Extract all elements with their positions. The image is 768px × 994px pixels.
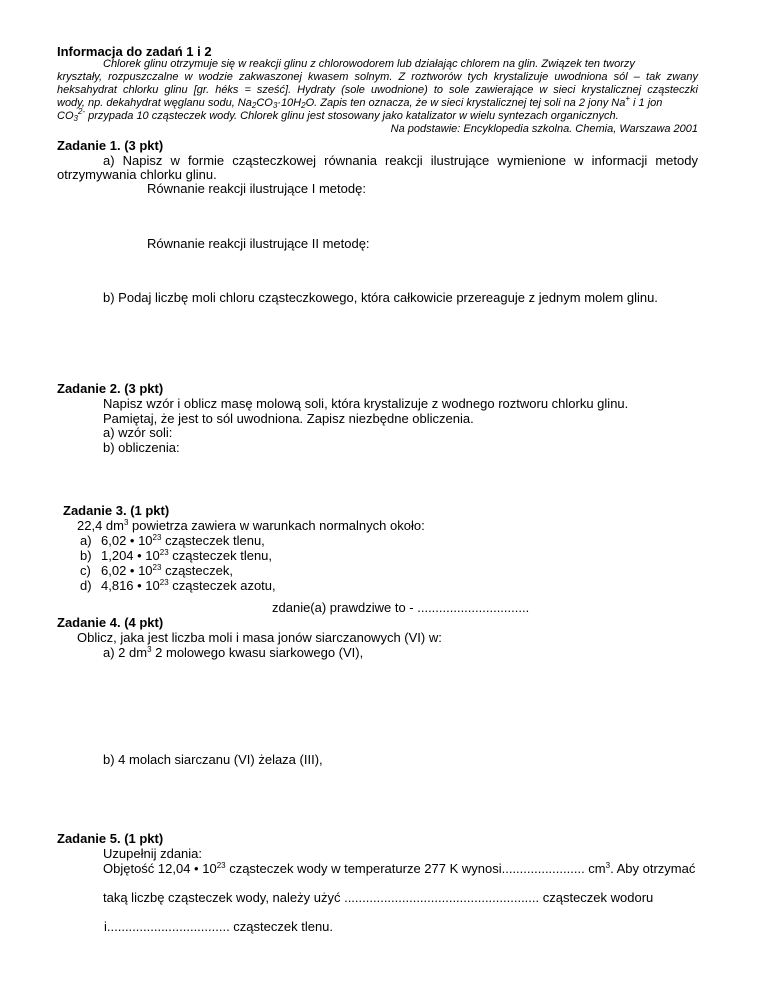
task1-title: Zadanie 1. (3 pkt) xyxy=(57,138,164,153)
info-heading: Informacja do zadań 1 i 2 xyxy=(57,44,212,59)
info-line-1: Chlorek glinu otrzymuje się w reakcji glinu z chlorowodorem lub działając chlorem na glin. Związek ten tworzy xyxy=(103,58,635,70)
task1-b: b) Podaj liczbę moli chloru cząsteczkowego, która całkowicie przereaguje z jednym molem glinu. xyxy=(103,290,658,305)
task3-option-a: a) 6,02 • $10^{23}$ cząsteczek tlenu, xyxy=(80,533,265,548)
info-line-5: $CO_3^{2-}$ przypada 10 cząsteczek wody. Chlorek glinu jest stosowany jako katalizator w wielu syntezach organicznych. xyxy=(57,107,619,123)
task3-option-d: d) 4,816 • $10^{23}$ cząsteczek azotu, xyxy=(80,578,276,593)
task2-title: Zadanie 2. (3 pkt) xyxy=(57,381,164,396)
task3-stem: 22,4 $dm^3$ powietrza zawiera w warunkach normalnych około: xyxy=(77,518,425,533)
task3-option-b: b) 1,204 • $10^{23}$ cząsteczek tlenu, xyxy=(80,548,273,563)
task5-stem: Uzupełnij zdania: xyxy=(103,846,203,861)
info-source: Na podstawie: Encyklopedia szkolna. Chemia, Warszawa 2001 xyxy=(390,123,698,135)
task2-line-1: Napisz wzór i oblicz masę molową soli, która krystalizuje z wodnego roztworu chlorku glinu. xyxy=(103,396,629,411)
task5-line-1: Objętość 12,04 • $10^{23}$ cząsteczek wody w temperaturze 277 K wynosi....................... $cm^3$. Aby otrzymać xyxy=(103,861,696,876)
task1-eq2-label: Równanie reakcji ilustrujące II metodę: xyxy=(147,236,370,251)
task4-b: b) 4 molach siarczanu (VI) żelaza (III), xyxy=(103,752,323,767)
task1-eq1-label: Równanie reakcji ilustrujące I metodę: xyxy=(147,181,366,196)
task3-answer-line: zdanie(a) prawdziwe to - ............................... xyxy=(272,600,530,615)
task3-option-c: c) 6,02 • $10^{23}$ cząsteczek, xyxy=(80,563,233,578)
info-line-2: kryształy, rozpuszczalne w wodzie zakwaszonej kwasem solnym. Z roztworów tych krystalizuje uwodniona sól – tak zwany xyxy=(57,71,698,83)
task3-title: Zadanie 3. (1 pkt) xyxy=(63,503,170,518)
task2-line-2: Pamiętaj, że jest to sól uwodniona. Zapisz niezbędne obliczenia. xyxy=(103,411,474,426)
task5-line-3: i.................................. cząsteczek tlenu. xyxy=(104,919,334,934)
task4-title: Zadanie 4. (4 pkt) xyxy=(57,615,164,630)
task2-a: a) wzór soli: xyxy=(103,425,173,440)
task5-title: Zadanie 5. (1 pkt) xyxy=(57,831,164,846)
task2-b: b) obliczenia: xyxy=(103,440,180,455)
task1-a-line-1: a) Napisz w formie cząsteczkowej równania reakcji ilustrujące wymienione w informacji metody xyxy=(103,153,698,168)
info-line-3: heksahydrat chlorku glinu [gr. héks = sześć]. Hydraty (sole uwodnione) to sole zawierające w sieci krystalicznej cząsteczki xyxy=(57,84,698,96)
task5-line-2: taką liczbę cząsteczek wody, należy użyć ...................................................... cząsteczek wodoru xyxy=(103,890,654,905)
task4-stem: Oblicz, jaka jest liczba moli i masa jonów siarczanowych (VI) w: xyxy=(77,630,442,645)
info-line-4: wody, np. dekahydrat węglanu sodu, $Na_2CO_3\cdot 10H_2O$. Zapis ten oznacza, że w sieci krystalicznej tej soli na 2 jony Na+ i 1 jon xyxy=(57,94,663,110)
task4-a: a) 2 $dm^3$ 2 molowego kwasu siarkowego (VI), xyxy=(103,645,364,660)
task1-a-line-2: otrzymywania chlorku glinu. xyxy=(57,167,217,182)
